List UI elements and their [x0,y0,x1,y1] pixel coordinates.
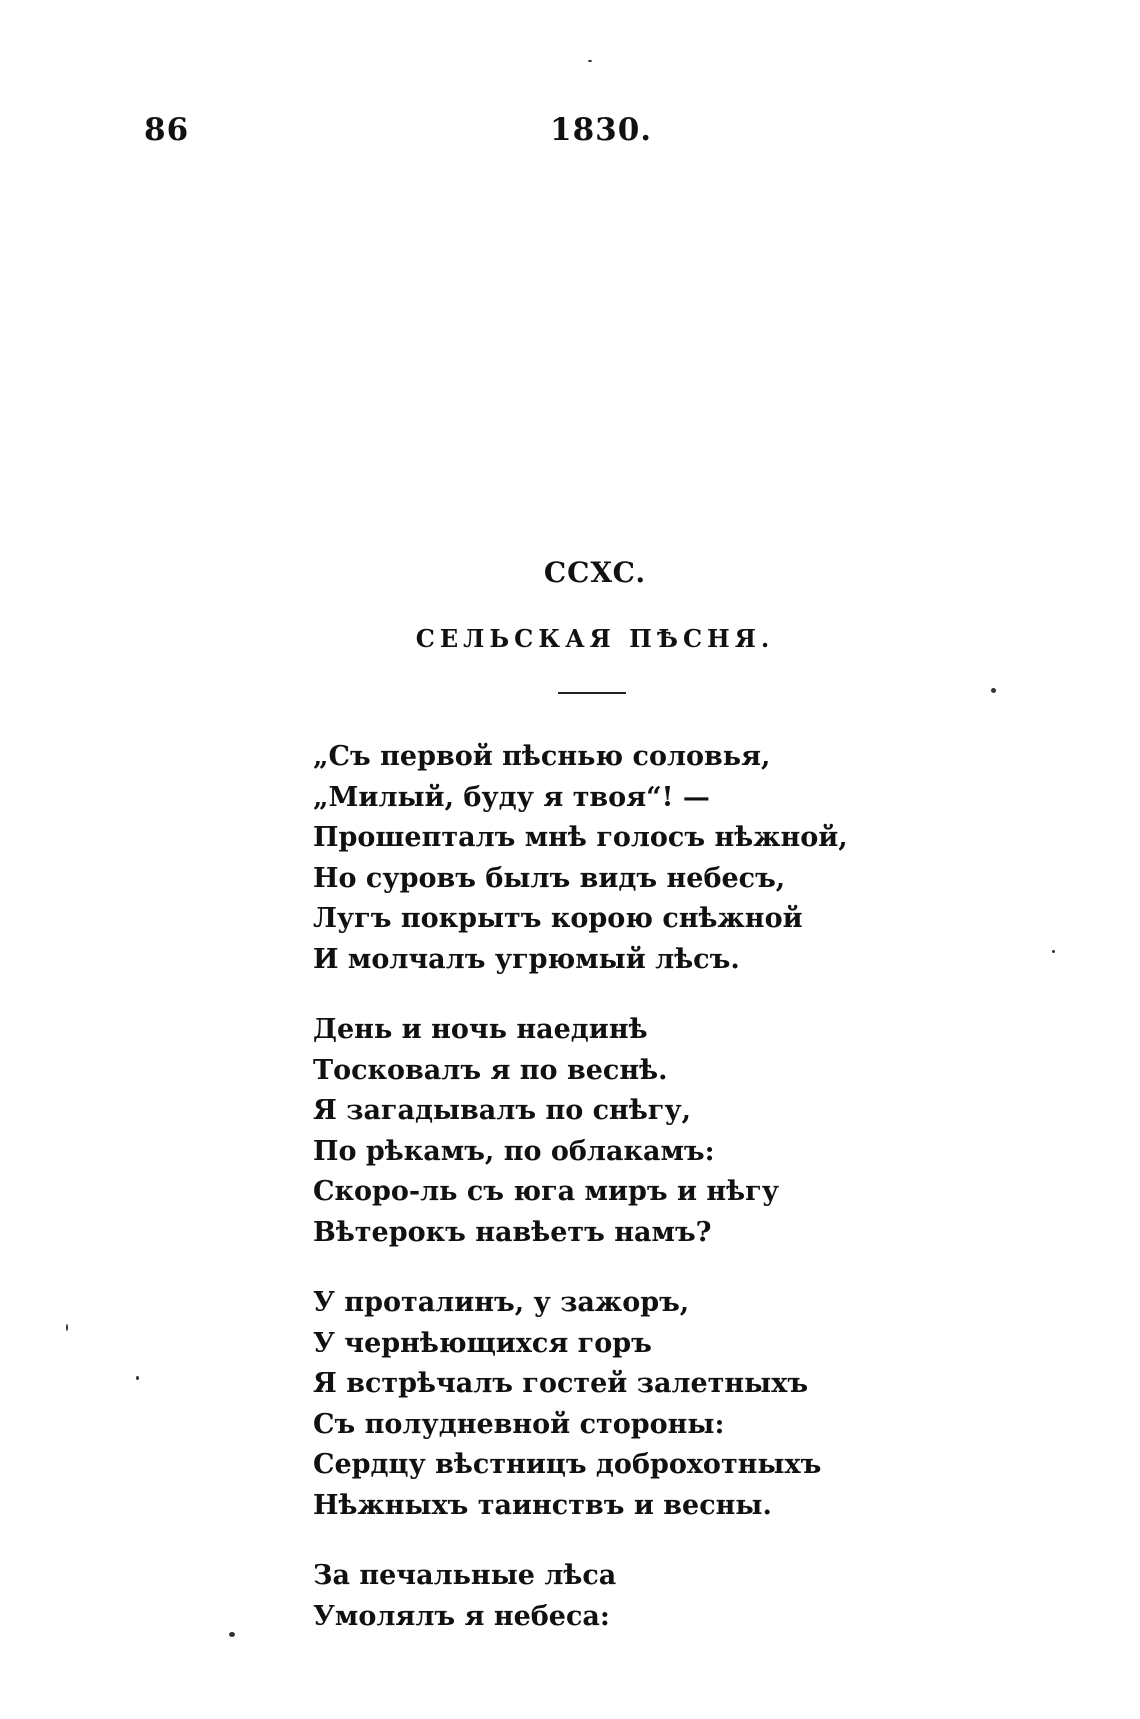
poem-line: Но суровъ былъ видъ небесъ, [313,862,786,894]
scan-speck [66,1324,68,1331]
poem-line: Съ полудневной стороны: [313,1408,725,1440]
stanza-4 [313,1556,993,1637]
scan-speck [229,1632,235,1637]
poem-line: Тосковалъ я по веснѣ. [313,1054,668,1086]
poem-number: CCXC. [543,556,647,589]
poem-line: „Съ первой пѣснью соловья, [313,741,771,772]
poem-line: Сердцу вѣстницъ доброхотныхъ [313,1449,822,1480]
poem-title: СЕЛЬСКАЯ ПѢСНЯ. [415,624,775,653]
stanza-1 [313,737,993,980]
running-head-year: 1830. [550,112,653,148]
title-rule [558,692,626,694]
poem-line: Умолялъ я небеса: [313,1600,610,1632]
stanza-3 [313,1283,993,1526]
poem-line: Я загадывалъ по снѣгу, [313,1095,692,1126]
scan-speck [1052,950,1055,953]
poem-line: Нѣжныхъ таинствъ и весны. [313,1489,772,1521]
poem-line: По рѣкамъ, по облакамъ: [313,1135,715,1167]
scan-speck [991,688,996,693]
page-number: 86 [144,112,190,148]
scan-speck [588,60,592,62]
poem-line: „Милый, буду я твоя“! — [313,781,710,813]
poem-line: Лугъ покрытъ корою снѣжной [313,903,803,934]
running-head [0,112,1140,152]
stanza-2 [313,1010,993,1253]
poem-line: Прошепталъ мнѣ голосъ нѣжной, [313,822,848,853]
poem-line: За печальные лѣса [313,1560,617,1591]
scan-speck [136,1376,139,1380]
poem-line: У проталинъ, у зажоръ, [313,1287,690,1318]
poem-line: День и ночь наединѣ [313,1014,648,1045]
poem-line: Скоро-ль съ юга миръ и нѣгу [313,1176,780,1207]
poem-line: И молчалъ угрюмый лѣсъ. [313,943,740,975]
poem-line: Я встрѣчалъ гостей залетныхъ [313,1368,809,1399]
poem-body [313,737,993,1667]
poem-line: Вѣтерокъ навѣетъ намъ? [313,1216,712,1248]
poem-line: У чернѣющихся горъ [313,1327,652,1359]
